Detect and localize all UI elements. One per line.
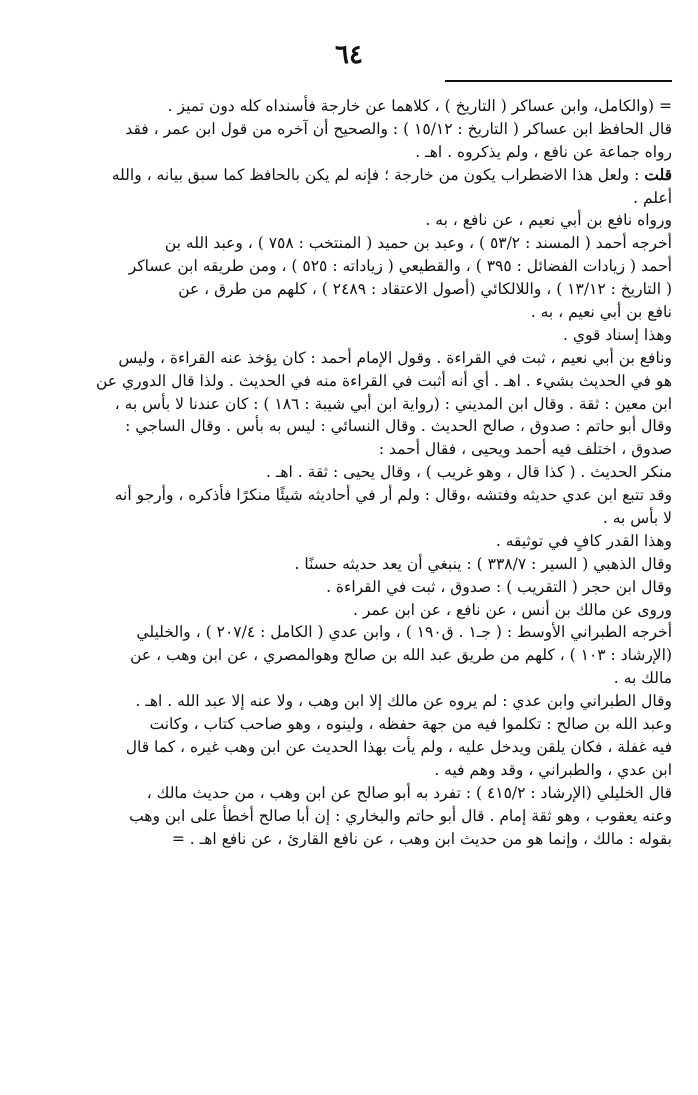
line-text: أخرجه الطبراني الأوسط : ( جـ١ . ق١٩٠ ) ، وابن عدي ( الكامل : ٢٠٧/٤ ) ، والخليلي — [136, 623, 672, 642]
line-text: نافع بن أبي نعيم ، به . — [530, 303, 672, 322]
text-line — [40, 347, 672, 370]
text-line — [40, 690, 672, 713]
line-text: ونافع بن أبي نعيم ، ثبت في القراءة . وقول الإمام أحمد : كان يؤخذ عنه القراءة ، وليس — [118, 348, 672, 367]
text-line — [40, 759, 672, 782]
line-text: وهذا إسناد قوي . — [563, 325, 672, 344]
line-text: (الإرشاد : ١٠٣ ) ، كلهم من طريق عبد الله بن صالح وهوالمصري ، عن ابن وهب ، عن — [130, 646, 672, 665]
text-line — [40, 576, 672, 599]
line-text: صدوق ، اختلف فيه أحمد ويحيى ، فقال أحمد : — [378, 440, 672, 459]
text-line — [40, 805, 672, 828]
line-text: قال الحافظ ابن عساكر ( التاريخ : ١٥/١٢ ) : والصحيح أن آخره من قول ابن عمر ، فقد — [125, 119, 672, 138]
text-line — [40, 370, 672, 393]
line-text: قال الخليلي (الإرشاد : ٤١٥/٢ ) : تفرد به أبو صالح عن ابن وهب ، من حديث مالك ، — [146, 783, 672, 802]
text-line — [40, 782, 672, 805]
line-text: أحمد ( زيادات الفضائل : ٣٩٥ ) ، والقطيعي ( زياداته : ٥٢٥ ) ، ومن طريقه ابن عساكر — [128, 257, 672, 276]
line-text: لا بأس به . — [602, 509, 672, 528]
line-text: منكر الحديث . ( كذا قال ، وهو غريب ) ، وقال يحيى : ثقة . اهـ . — [265, 463, 672, 482]
line-text: وهذا القدر كافٍ في توثيقه . — [495, 531, 672, 550]
line-text: هو في الحديث بشيء . اهـ . أي أنه أثبت في القراءة منه في الحديث . ولذا قال الدوري عن — [95, 371, 672, 390]
line-text: ورواه نافع بن أبي نعيم ، عن نافع ، به . — [425, 211, 672, 230]
line-text: أعلم . — [633, 188, 672, 207]
text-line — [40, 713, 672, 736]
text-line — [40, 301, 672, 324]
line-text: وقد تتبع ابن عدي حديثه وفتشه ،وقال : ولم أر في أحاديثه شيئًا منكرًا فأذكره ، وأرجو أنه — [114, 486, 672, 505]
text-line — [40, 415, 672, 438]
line-text: وقال الطبراني وابن عدي : لم يروه عن مالك إلا ابن وهب ، ولا عنه إلا عبد الله . اهـ . — [135, 692, 672, 711]
line-text: وقال الذهبي ( السير : ٣٣٨/٧ ) : ينبغي أن يعد حديثه حسنًا . — [294, 554, 672, 573]
text-line — [40, 187, 672, 210]
text-line — [40, 621, 672, 644]
header-rule — [445, 80, 672, 82]
text-line — [40, 507, 672, 530]
text-line — [40, 736, 672, 759]
text-line — [40, 324, 672, 347]
text-line — [40, 209, 672, 232]
text-line — [40, 644, 672, 667]
line-text: رواه جماعة عن نافع ، ولم يذكروه . اهـ . — [415, 142, 672, 161]
text-line — [40, 278, 672, 301]
line-text: : ولعل هذا الاضطراب يكون من خارجة ؛ فإنه لم يكن بالحافظ كما سبق بيانه ، والله — [111, 165, 645, 184]
line-text: وقال أبو حاتم : صدوق ، صالح الحديث . وقال النسائي : ليس به بأس . وقال الساجي : — [125, 417, 672, 436]
text-line — [40, 530, 672, 553]
text-line — [40, 667, 672, 690]
line-text: ابن معين : ثقة . وقال ابن المديني : (رواية ابن أبي شيبة : ١٨٦ ) : كان عندنا لا بأس به ، — [114, 394, 672, 413]
line-text: وقال ابن حجر ( التقريب ) : صدوق ، ثبت في القراءة . — [326, 577, 672, 596]
line-text: = (والكامل، وابن عساكر ( التاريخ ) ، كلاهما عن خارجة فأسنداه كله دون تميز . — [167, 97, 672, 115]
text-line — [40, 141, 672, 164]
line-text: وعنه يعقوب ، وهو ثقة إمام . قال أبو حاتم والبخاري : إن أبا صالح أخطأ على ابن وهب — [129, 806, 672, 825]
text-line — [40, 553, 672, 576]
line-text: وروى عن مالك بن أنس ، عن نافع ، عن ابن عمر . — [353, 600, 672, 619]
text-line — [40, 255, 672, 278]
text-line — [40, 232, 672, 255]
bold-lead-word: قلت — [644, 164, 672, 184]
line-text: بقوله : مالك ، وإنما هو من حديث ابن وهب ، عن نافع القارئ ، عن نافع اهـ . = — [171, 829, 672, 848]
text-line — [40, 828, 672, 851]
page-number: ٦٤ — [335, 40, 363, 70]
text-line — [40, 164, 672, 187]
line-text: وعبد الله بن صالح : تكلموا فيه من جهة حفظه ، ولينوه ، وهو صاحب كتاب ، وكانت — [149, 715, 672, 734]
text-line — [40, 461, 672, 484]
text-line — [40, 95, 672, 118]
line-text: ابن عدي ، والطبراني ، وقد وهم فيه . — [434, 760, 672, 779]
text-line — [40, 438, 672, 461]
page-body — [40, 95, 672, 850]
text-line — [40, 393, 672, 416]
line-text: فيه غفلة ، فكان يلقن ويدخل عليه ، ولم يأت بهذا الحديث عن ابن وهب غيره ، كما قال — [125, 737, 672, 756]
line-text: ( التاريخ : ١٣/١٢ ) ، واللالكائي (أصول الاعتقاد : ٢٤٨٩ ) ، كلهم من طرق ، عن — [178, 280, 672, 299]
text-line — [40, 599, 672, 622]
text-line — [40, 118, 672, 141]
line-text: مالك به . — [613, 669, 672, 688]
line-text: أخرجه أحمد ( المسند : ٥٣/٢ ) ، وعبد بن حميد ( المنتخب : ٧٥٨ ) ، وعبد الله بن — [164, 234, 672, 253]
text-line — [40, 484, 672, 507]
